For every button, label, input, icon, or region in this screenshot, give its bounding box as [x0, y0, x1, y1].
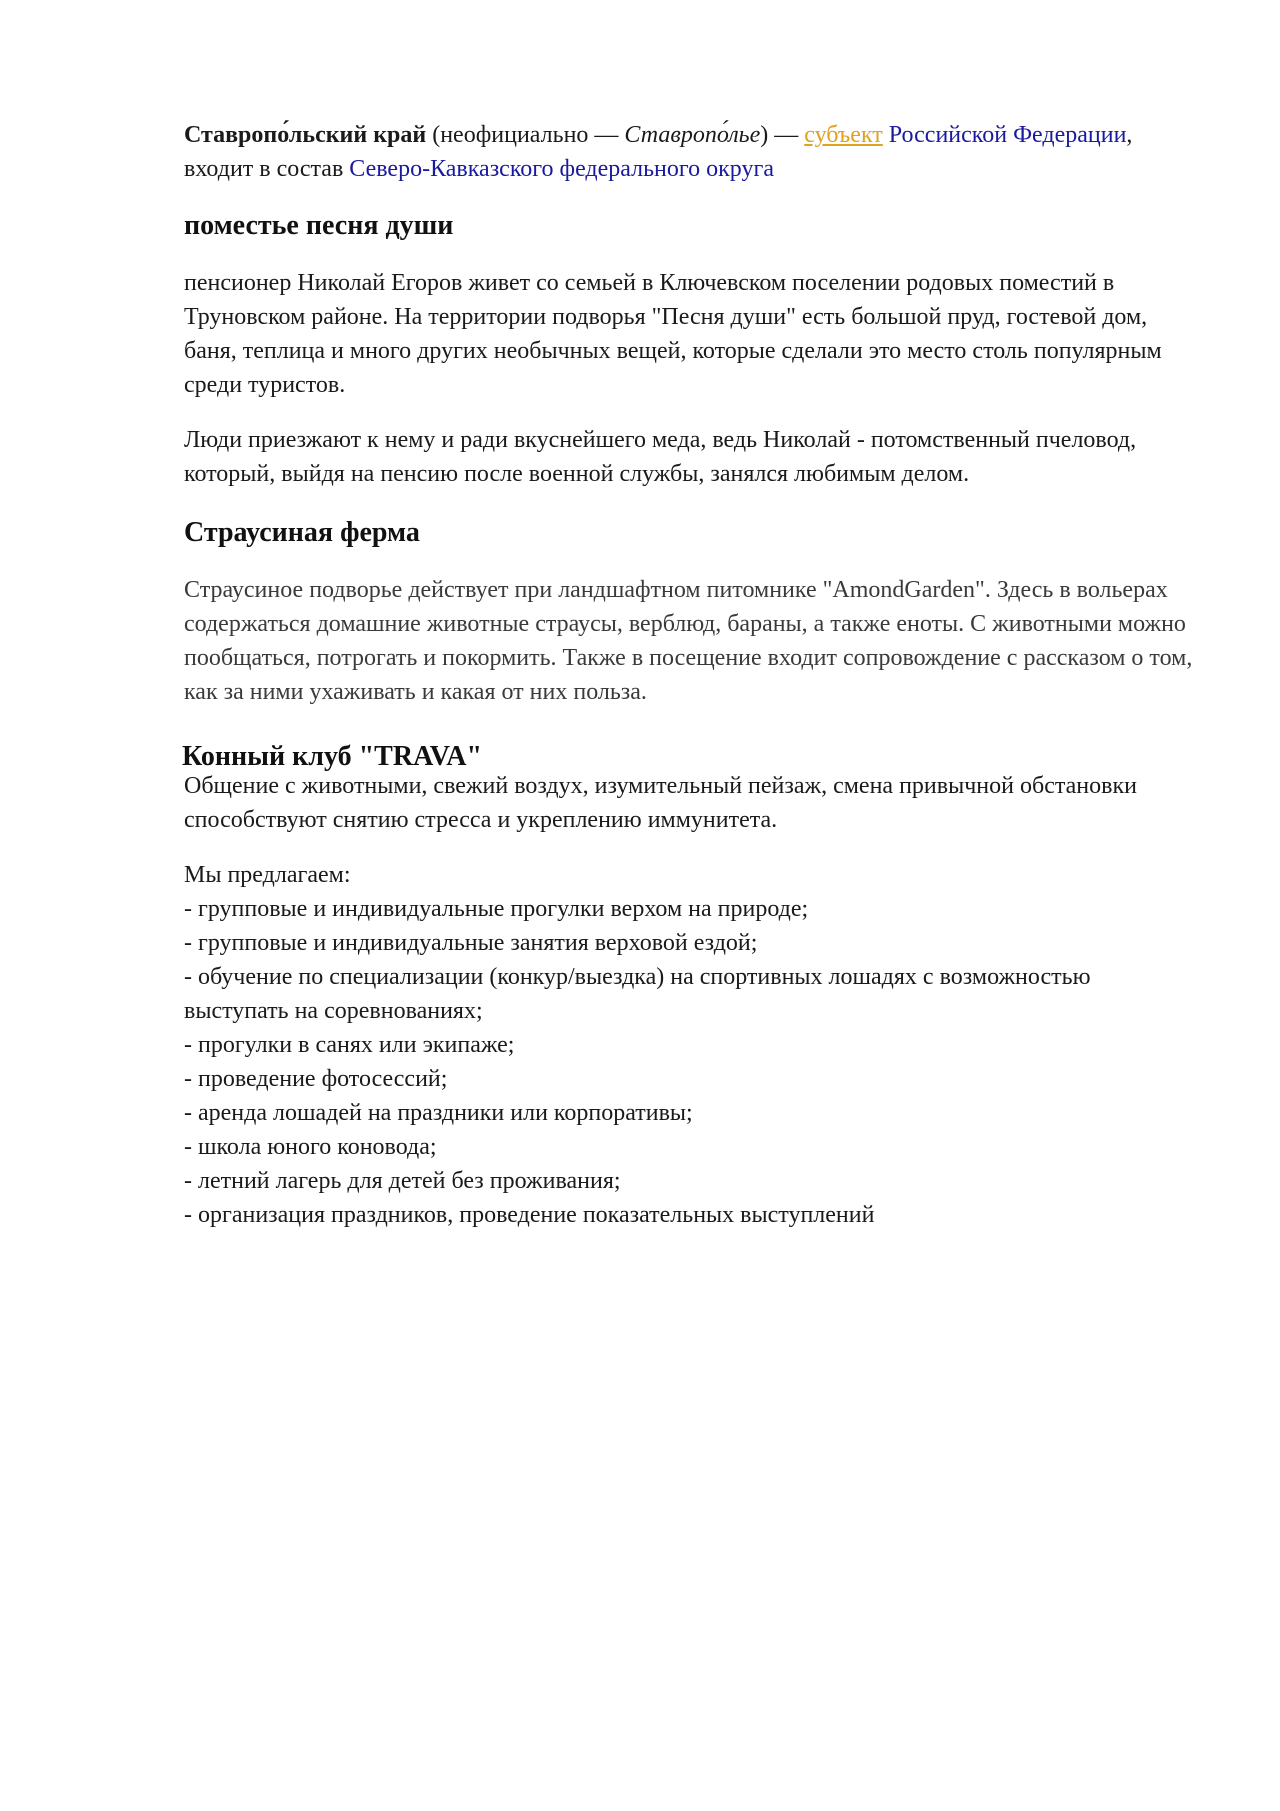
offer-list [184, 892, 1194, 1232]
unofficial-suffix: ) — [760, 122, 805, 148]
offer-item: - проведение фотосессий; [184, 1066, 448, 1092]
offer-item: - обучение по специализации (конкур/выездка) на спортивных лошадях с возможностью выступать на соревнованиях; [184, 964, 1091, 1024]
offer-item: - организация праздников, проведение показательных выступлений [184, 1202, 875, 1228]
estate-paragraph-1: пенсионер Николай Егоров живет со семьей в Ключевском поселении родовых поместий в Труновском районе. На территории подворья "Песня души" есть большой пруд, гостевой дом, баня, теплица и много других необычных вещей, которые сделали это место столь популярным среди туристов. [184, 270, 1162, 398]
document-page [184, 118, 1194, 1232]
intro-paragraph [184, 118, 1194, 186]
offer-item: - групповые и индивидуальные занятия верховой ездой; [184, 930, 758, 956]
link-north-caucasus-district[interactable]: Северо-Кавказского федерального округа [349, 156, 774, 182]
region-name: Ставропо́льский край [184, 122, 427, 148]
unofficial-name: Ставропо́лье [624, 122, 761, 148]
offer-item: - прогулки в санях или экипаже; [184, 1032, 515, 1058]
heading-ostrich-farm: Страусиная ферма [184, 517, 420, 548]
link-subject[interactable]: субъект [804, 122, 883, 148]
horse-paragraph: Общение с животными, свежий воздух, изумительный пейзаж, смена привычной обстановки способствуют снятию стресса и укреплению иммунитета. [184, 773, 1137, 833]
intro-middle-text: , входит в состав [184, 122, 1133, 182]
offer-item: - летний лагерь для детей без проживания; [184, 1168, 621, 1194]
link-russian-federation[interactable]: Российской Федерации [888, 122, 1127, 148]
ostrich-paragraph: Страусиное подворье действует при ландшафтном питомнике "AmondGarden". Здесь в вольерах содержаться домашние животные страусы, верблюд, бараны, а также еноты. С животными можно пообщаться, потрогать и покормить. Также в посещение входит сопровождение с рассказом о том, как за ними ухаживать и какая от них польза. [184, 577, 1193, 705]
offer-item: - школа юного коновода; [184, 1134, 437, 1160]
heading-horse-club: Конный клуб "TRAVA" [182, 741, 483, 772]
offer-item: - групповые и индивидуальные прогулки верхом на природе; [184, 896, 809, 922]
offer-title: Мы предлагаем: [184, 862, 351, 888]
unofficial-prefix: (неофициально — [426, 122, 625, 148]
offer-item: - аренда лошадей на праздники или корпоративы; [184, 1100, 693, 1126]
heading-estate: поместье песня души [184, 210, 454, 241]
estate-paragraph-2: Люди приезжают к нему и ради вкуснейшего меда, ведь Николай - потомственный пчеловод, который, выйдя на пенсию после военной службы, занялся любимым делом. [184, 427, 1137, 487]
